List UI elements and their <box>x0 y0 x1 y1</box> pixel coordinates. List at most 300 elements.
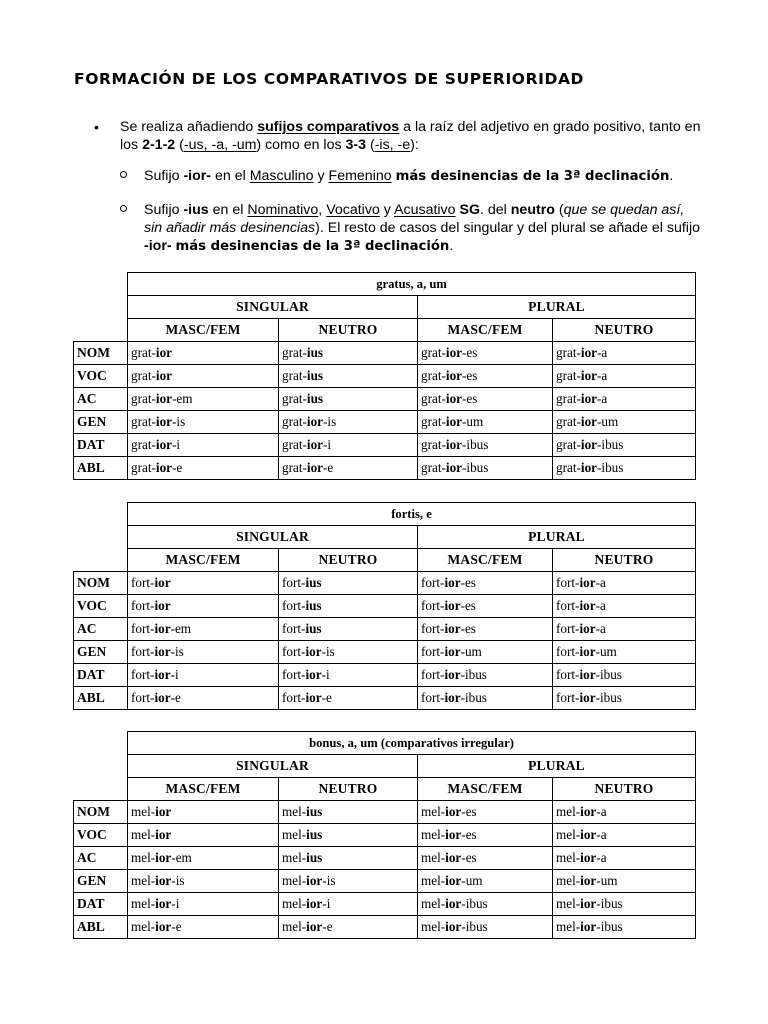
stem-text: mel- <box>556 896 581 911</box>
form-cell <box>128 342 279 365</box>
form-cell <box>279 388 418 411</box>
text-run: en el <box>211 168 250 184</box>
suffix-text: ior <box>306 919 323 934</box>
form-cell <box>128 801 279 824</box>
suffix-text: ior <box>155 414 173 429</box>
stem-text: grat- <box>282 368 307 383</box>
stem-text: grat- <box>421 437 446 452</box>
form-cell <box>279 801 418 824</box>
suffix-text: ius <box>306 850 323 865</box>
case-label: VOC <box>74 365 128 388</box>
stem-text: mel- <box>421 896 446 911</box>
table-row <box>74 572 696 595</box>
stem-text: fort- <box>131 621 155 636</box>
table-row <box>74 916 696 939</box>
emphasis-text: 2-1-2 <box>142 137 176 153</box>
suffix-text: ior <box>154 575 171 590</box>
case-label: DAT <box>74 893 128 916</box>
form-cell <box>418 365 553 388</box>
table-row <box>74 824 696 847</box>
form-cell <box>553 434 696 457</box>
stem-text: mel- <box>556 804 581 819</box>
suffix-text: ior <box>154 667 171 682</box>
form-cell <box>553 618 696 641</box>
form-cell <box>418 618 553 641</box>
table-row <box>74 893 696 916</box>
stem-text: fort- <box>282 667 306 682</box>
ending-text: -es <box>462 345 478 360</box>
form-cell <box>279 641 418 664</box>
ending-text: -es <box>460 598 476 613</box>
bullet-item <box>92 118 702 154</box>
form-cell <box>418 687 553 710</box>
suffix-text: ius <box>306 804 323 819</box>
table-row <box>74 434 696 457</box>
form-cell <box>553 388 696 411</box>
stem-text: mel- <box>282 873 307 888</box>
stem-text: fort- <box>421 667 445 682</box>
form-cell <box>418 801 553 824</box>
ending-text: -is <box>321 644 335 659</box>
form-cell <box>553 893 696 916</box>
declension-table-gratus <box>73 272 696 480</box>
circle-bullet-icon <box>120 171 127 178</box>
emphasis-text: SG <box>459 202 480 218</box>
text-run: ) como en los <box>256 137 346 153</box>
emphasis-text: más desinencias de la 3ª declinación <box>175 239 450 254</box>
case-label: NOM <box>74 342 128 365</box>
suffix-text: ior <box>580 850 597 865</box>
suffix-text: ior <box>445 437 463 452</box>
emphasis-text: -ior- <box>144 238 172 254</box>
suffix-text: ior <box>580 804 597 819</box>
ending-text: -em <box>170 621 192 636</box>
ending-text: -is <box>322 873 336 888</box>
stem-text: grat- <box>282 460 307 475</box>
case-label: DAT <box>74 434 128 457</box>
ending-text: -a <box>596 850 607 865</box>
stem-text: grat- <box>556 437 581 452</box>
suffix-text: ior <box>580 414 598 429</box>
text-run: a la raíz del adjetivo en grado positivo, tanto en los <box>120 119 701 153</box>
suffix-text: ior <box>444 690 461 705</box>
suffix-text: ior <box>305 667 322 682</box>
header-plural: PLURAL <box>418 755 696 778</box>
stem-text: fort- <box>556 598 580 613</box>
ending-text: -um <box>596 873 618 888</box>
suffix-text: ior <box>155 827 172 842</box>
sub-bullet-item <box>92 167 702 186</box>
text-run: en el <box>208 202 248 218</box>
ending-text: -ibus <box>597 437 624 452</box>
form-cell <box>128 618 279 641</box>
form-cell <box>553 801 696 824</box>
ending-text: -a <box>596 827 607 842</box>
header-masc-fem: MASC/FEM <box>418 778 553 801</box>
stem-text: fort- <box>131 667 155 682</box>
ending-text: -is <box>171 873 185 888</box>
header-singular: SINGULAR <box>128 526 418 549</box>
suffix-text: ior <box>445 368 463 383</box>
table-title: bonus, a, um (comparativos irregular) <box>128 732 696 755</box>
stem-text: grat- <box>282 391 307 406</box>
text-run: ). El resto de casos del singular y del plural se añade el sufijo <box>315 220 700 236</box>
suffix-text: ior <box>155 345 173 360</box>
text-run: ( <box>554 202 564 218</box>
text-run: . <box>449 238 454 254</box>
underlined-text: Acusativo <box>394 202 456 218</box>
underlined-text: -is, -e <box>374 137 411 153</box>
suffix-text: ior <box>155 391 173 406</box>
ending-text: -ibus <box>462 460 489 475</box>
suffix-text: ior <box>155 919 172 934</box>
table-body <box>74 572 696 710</box>
suffix-text: ior <box>445 460 463 475</box>
stem-text: fort- <box>282 575 306 590</box>
ending-text: -es <box>461 804 477 819</box>
stem-text: grat- <box>282 414 307 429</box>
stem-text: grat- <box>556 391 581 406</box>
stem-text: fort- <box>131 598 155 613</box>
header-neutro: NEUTRO <box>279 778 418 801</box>
circle-bullet-icon <box>120 205 127 212</box>
table-row <box>74 847 696 870</box>
form-cell <box>418 595 553 618</box>
table-row <box>74 664 696 687</box>
form-cell <box>553 916 696 939</box>
form-cell <box>553 572 696 595</box>
underlined-text: Masculino <box>249 168 314 184</box>
header-neutro: NEUTRO <box>553 778 696 801</box>
form-cell <box>418 893 553 916</box>
table-body <box>74 342 696 480</box>
stem-text: grat- <box>556 414 581 429</box>
suffix-text: ior <box>445 391 463 406</box>
form-cell <box>279 411 418 434</box>
form-cell <box>418 457 553 480</box>
form-cell <box>128 664 279 687</box>
form-cell <box>418 916 553 939</box>
suffix-text: ior <box>445 896 462 911</box>
stem-text: fort- <box>421 644 445 659</box>
stem-text: mel- <box>556 919 581 934</box>
form-cell <box>128 847 279 870</box>
suffix-text: ior <box>445 827 462 842</box>
stem-text: grat- <box>131 391 156 406</box>
text-run: ( <box>366 137 375 153</box>
text-run: Se realiza añadiendo <box>120 119 258 135</box>
ending-text: -is <box>323 414 337 429</box>
form-cell <box>128 687 279 710</box>
suffix-text: ior <box>445 804 462 819</box>
form-cell <box>128 434 279 457</box>
table-row <box>74 457 696 480</box>
case-label: GEN <box>74 411 128 434</box>
text-run: y <box>313 168 329 184</box>
stem-text: mel- <box>282 827 307 842</box>
suffix-text: ior <box>155 437 173 452</box>
underlined-text: Vocativo <box>326 202 380 218</box>
ending-text: -es <box>460 621 476 636</box>
form-cell <box>279 824 418 847</box>
underlined-text: Femenino <box>328 168 392 184</box>
form-cell <box>279 893 418 916</box>
suffix-text: ior <box>445 873 462 888</box>
suffix-text: ior <box>444 644 461 659</box>
form-cell <box>553 595 696 618</box>
ending-text: -ibus <box>595 690 622 705</box>
table-row <box>74 388 696 411</box>
header-plural: PLURAL <box>418 296 696 319</box>
blank-cell <box>74 273 128 296</box>
stem-text: fort- <box>282 690 306 705</box>
case-label: ABL <box>74 916 128 939</box>
blank-cell <box>74 503 128 526</box>
ending-text: -ibus <box>460 667 487 682</box>
suffix-text: ior <box>580 896 597 911</box>
sub-bullet-item <box>92 201 702 256</box>
header-neutro: NEUTRO <box>279 319 418 342</box>
stem-text: mel- <box>421 919 446 934</box>
underlined-text: -us, -a, -um <box>183 137 257 153</box>
blank-cell <box>74 319 128 342</box>
form-cell <box>418 388 553 411</box>
suffix-text: ior <box>579 690 596 705</box>
ending-text: -ibus <box>597 460 624 475</box>
case-label: GEN <box>74 641 128 664</box>
form-cell <box>553 641 696 664</box>
ending-text: -a <box>597 391 608 406</box>
ending-text: -e <box>321 690 332 705</box>
ending-text: -es <box>462 391 478 406</box>
form-cell <box>553 457 696 480</box>
ending-text: -ibus <box>595 667 622 682</box>
form-cell <box>128 572 279 595</box>
italic-text: que se quedan así, sin añadir más desinencias <box>144 202 685 236</box>
suffix-text: ior <box>445 919 462 934</box>
text-run: y <box>379 202 395 218</box>
stem-text: mel- <box>131 827 156 842</box>
stem-text: fort- <box>556 690 580 705</box>
ending-text: -um <box>460 644 482 659</box>
emphasis-text: más desinencias de la 3ª declinación <box>395 169 670 184</box>
form-cell <box>418 411 553 434</box>
case-label: VOC <box>74 824 128 847</box>
stem-text: mel- <box>421 850 446 865</box>
emphasis-text: 3-3 <box>345 137 367 153</box>
case-label: GEN <box>74 870 128 893</box>
ending-text: -a <box>597 345 608 360</box>
ending-text: -um <box>597 414 619 429</box>
suffix-text: ior <box>580 345 598 360</box>
suffix-text: ior <box>305 644 322 659</box>
suffix-text: ior <box>579 644 596 659</box>
ending-text: -a <box>596 804 607 819</box>
suffix-text: ior <box>154 690 171 705</box>
declension-table-fortis <box>73 502 696 710</box>
suffix-text: ior <box>579 575 596 590</box>
header-neutro: NEUTRO <box>553 319 696 342</box>
emphasis-text: -ior- <box>183 168 212 184</box>
ending-text: -is <box>172 414 186 429</box>
table-row <box>74 411 696 434</box>
suffix-text: ior <box>444 575 461 590</box>
suffix-text: ior <box>154 621 171 636</box>
ending-text: -es <box>461 850 477 865</box>
stem-text: grat- <box>131 368 156 383</box>
form-cell <box>553 365 696 388</box>
stem-text: grat- <box>282 437 307 452</box>
form-cell <box>128 388 279 411</box>
form-cell <box>418 870 553 893</box>
blank-cell <box>74 755 128 778</box>
stem-text: grat- <box>131 414 156 429</box>
ending-text: -e <box>322 919 333 934</box>
table-row <box>74 618 696 641</box>
case-label: AC <box>74 618 128 641</box>
form-cell <box>279 342 418 365</box>
form-cell <box>279 595 418 618</box>
form-cell <box>128 411 279 434</box>
suffix-text: ior <box>155 460 173 475</box>
table-row <box>74 870 696 893</box>
stem-text: mel- <box>421 873 446 888</box>
header-plural: PLURAL <box>418 526 696 549</box>
table-row <box>74 595 696 618</box>
stem-text: mel- <box>282 919 307 934</box>
text-run: . del <box>480 202 511 218</box>
suffix-text: ior <box>155 873 172 888</box>
case-label: AC <box>74 388 128 411</box>
suffix-text: ior <box>579 667 596 682</box>
stem-text: grat- <box>421 391 446 406</box>
blank-cell <box>74 549 128 572</box>
ending-text: -ibus <box>460 690 487 705</box>
suffix-text: ior <box>155 850 172 865</box>
ending-text: -i <box>321 667 330 682</box>
table-title: gratus, a, um <box>128 273 696 296</box>
suffix-text: ior <box>580 873 597 888</box>
form-cell <box>128 365 279 388</box>
header-singular: SINGULAR <box>128 755 418 778</box>
emphasis-text: sufijos comparativos <box>257 119 400 135</box>
suffix-text: ior <box>579 598 596 613</box>
stem-text: mel- <box>556 827 581 842</box>
case-label: ABL <box>74 687 128 710</box>
table-body <box>74 801 696 939</box>
header-masc-fem: MASC/FEM <box>128 778 279 801</box>
declension-table-bonus <box>73 731 696 939</box>
suffix-text: ius <box>306 827 323 842</box>
suffix-text: ius <box>305 598 322 613</box>
form-cell <box>279 664 418 687</box>
stem-text: fort- <box>421 598 445 613</box>
ending-text: -es <box>462 368 478 383</box>
table-row <box>74 641 696 664</box>
ending-text: -ibus <box>461 919 488 934</box>
suffix-text: ior <box>305 690 322 705</box>
stem-text: mel- <box>131 873 156 888</box>
stem-text: mel- <box>131 896 156 911</box>
stem-text: fort- <box>421 690 445 705</box>
blank-cell <box>74 732 128 755</box>
suffix-text: ior <box>580 919 597 934</box>
stem-text: grat- <box>131 437 156 452</box>
suffix-text: ior <box>155 368 173 383</box>
stem-text: grat- <box>556 345 581 360</box>
stem-text: mel- <box>421 827 446 842</box>
form-cell <box>418 847 553 870</box>
stem-text: fort- <box>556 667 580 682</box>
table-row <box>74 687 696 710</box>
stem-text: grat- <box>421 460 446 475</box>
form-cell <box>553 687 696 710</box>
form-cell <box>279 870 418 893</box>
form-cell <box>279 434 418 457</box>
suffix-text: ior <box>306 437 324 452</box>
stem-text: mel- <box>282 804 307 819</box>
form-cell <box>418 641 553 664</box>
form-cell <box>128 641 279 664</box>
stem-text: grat- <box>556 368 581 383</box>
form-cell <box>128 870 279 893</box>
text-run: ( <box>175 137 184 153</box>
suffix-text: ior <box>155 896 172 911</box>
stem-text: mel- <box>131 850 156 865</box>
case-label: NOM <box>74 572 128 595</box>
suffix-text: ior <box>579 621 596 636</box>
ending-text: -ibus <box>596 896 623 911</box>
case-label: ABL <box>74 457 128 480</box>
suffix-text: ior <box>155 804 172 819</box>
form-cell <box>553 847 696 870</box>
case-label: AC <box>74 847 128 870</box>
form-cell <box>418 342 553 365</box>
suffix-text: ius <box>305 621 322 636</box>
ending-text: -ibus <box>461 896 488 911</box>
emphasis-text: -ius <box>183 202 209 218</box>
form-cell <box>128 893 279 916</box>
form-cell <box>418 572 553 595</box>
stem-text: fort- <box>131 575 155 590</box>
ending-text: -um <box>595 644 617 659</box>
stem-text: mel- <box>131 919 156 934</box>
table-title: fortis, e <box>128 503 696 526</box>
suffix-text: ior <box>580 827 597 842</box>
suffix-text: ior <box>306 414 324 429</box>
ending-text: -e <box>171 919 182 934</box>
suffix-text: ius <box>306 391 324 406</box>
suffix-text: ior <box>444 667 461 682</box>
ending-text: -e <box>323 460 334 475</box>
ending-text: -i <box>323 437 332 452</box>
form-cell <box>279 916 418 939</box>
underlined-text: Nominativo <box>247 202 319 218</box>
form-cell <box>553 411 696 434</box>
case-label: DAT <box>74 664 128 687</box>
table-row <box>74 365 696 388</box>
ending-text: -i <box>170 667 179 682</box>
stem-text: mel- <box>421 804 446 819</box>
form-cell <box>418 664 553 687</box>
stem-text: grat- <box>282 345 307 360</box>
stem-text: fort- <box>131 690 155 705</box>
intro-section <box>92 118 702 256</box>
ending-text: -a <box>597 368 608 383</box>
ending-text: -e <box>170 690 181 705</box>
form-cell <box>279 572 418 595</box>
header-masc-fem: MASC/FEM <box>418 549 553 572</box>
